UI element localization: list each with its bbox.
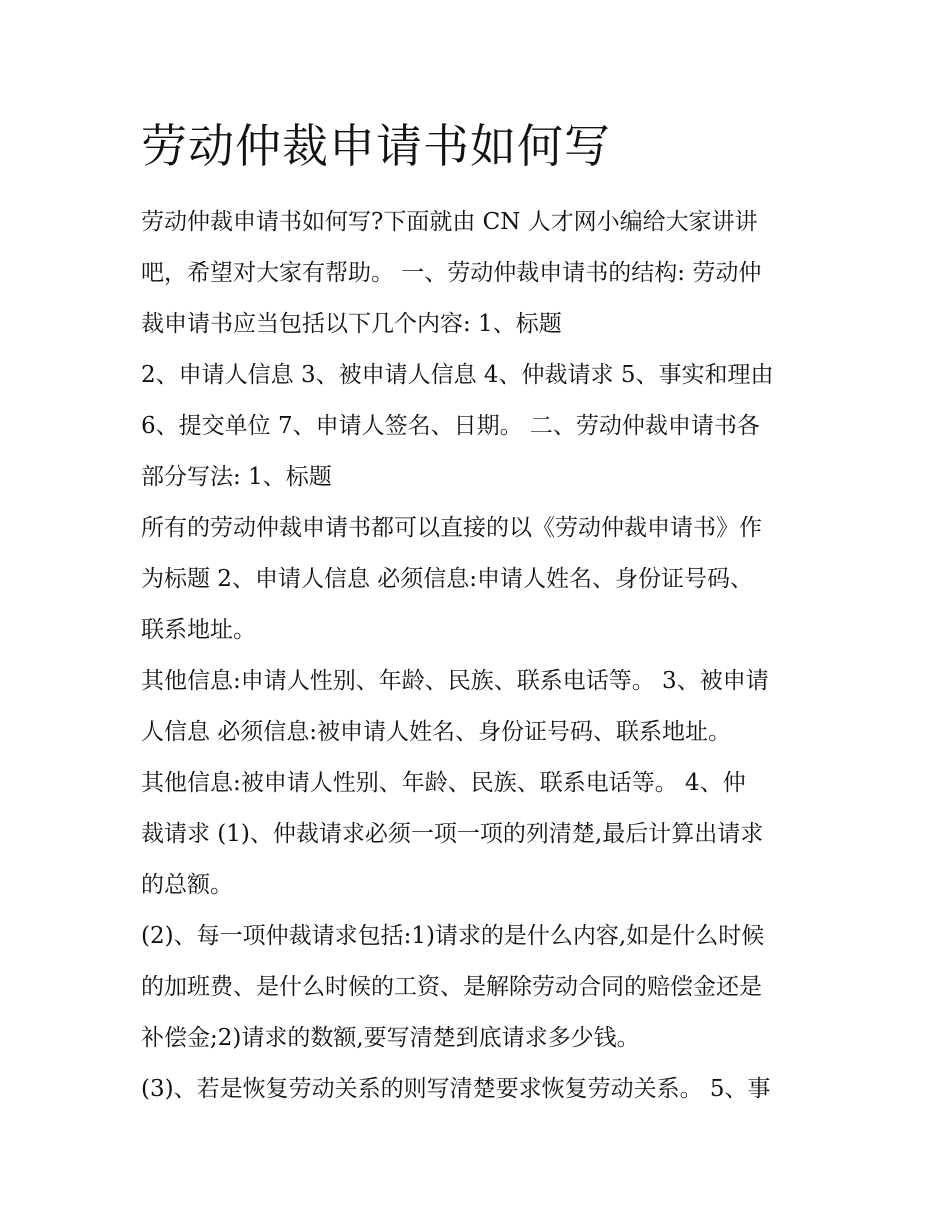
text-line: 2、申请人信息 3、被申请人信息 4、仲裁请求 5、事实和理由 — [141, 362, 774, 388]
paragraph — [141, 758, 821, 911]
text-line: 人信息 必须信息:被申请人姓名、身份证号码、联系地址。 — [141, 719, 732, 745]
text-line: 补偿金;2)请求的数额,要写清楚到底请求多少钱。 — [141, 1025, 640, 1051]
text-line: 吧，希望对大家有帮助。 一、劳动仲裁申请书的结构: 劳动仲 — [141, 260, 762, 286]
text-line: 6、提交单位 7、申请人签名、日期。 二、劳动仲裁申请书各 — [141, 413, 760, 439]
text-line: 部分写法: 1、标题 — [141, 464, 332, 490]
text-line: 其他信息:申请人性别、年龄、民族、联系电话等。 3、被申请 — [141, 668, 769, 694]
document-title: 劳动仲裁申请书如何写 — [141, 119, 611, 173]
text-line: (2)、每一项仲裁请求包括:1)请求的是什么内容,如是什么时候 — [141, 923, 765, 949]
paragraph — [141, 1064, 821, 1115]
text-line: 为标题 2、申请人信息 必须信息:申请人姓名、身份证号码、 — [141, 566, 754, 592]
text-line: 联系地址。 — [141, 617, 256, 643]
text-line: 的加班费、是什么时候的工资、是解除劳动合同的赔偿金还是 — [141, 974, 762, 1000]
text-line: 劳动仲裁申请书如何写?下面就由 CN 人才网小编给大家讲讲 — [141, 209, 758, 235]
text-line: (3)、若是恢复劳动关系的则写清楚要求恢复劳动关系。 5、事 — [141, 1076, 771, 1102]
text-line: 裁请求 (1)、仲裁请求必须一项一项的列清楚,最后计算出请求 — [141, 821, 764, 847]
paragraph — [141, 350, 821, 503]
document-body — [141, 197, 821, 1115]
text-line: 的总额。 — [141, 872, 233, 898]
text-line: 其他信息:被申请人性别、年龄、民族、联系电话等。 4、仲 — [141, 770, 746, 796]
text-line: 裁申请书应当包括以下几个内容: 1、标题 — [141, 311, 562, 337]
paragraph — [141, 503, 821, 656]
paragraph — [141, 197, 821, 350]
paragraph — [141, 656, 821, 758]
paragraph — [141, 911, 821, 1064]
text-line: 所有的劳动仲裁申请书都可以直接的以《劳动仲裁申请书》作 — [141, 515, 762, 541]
